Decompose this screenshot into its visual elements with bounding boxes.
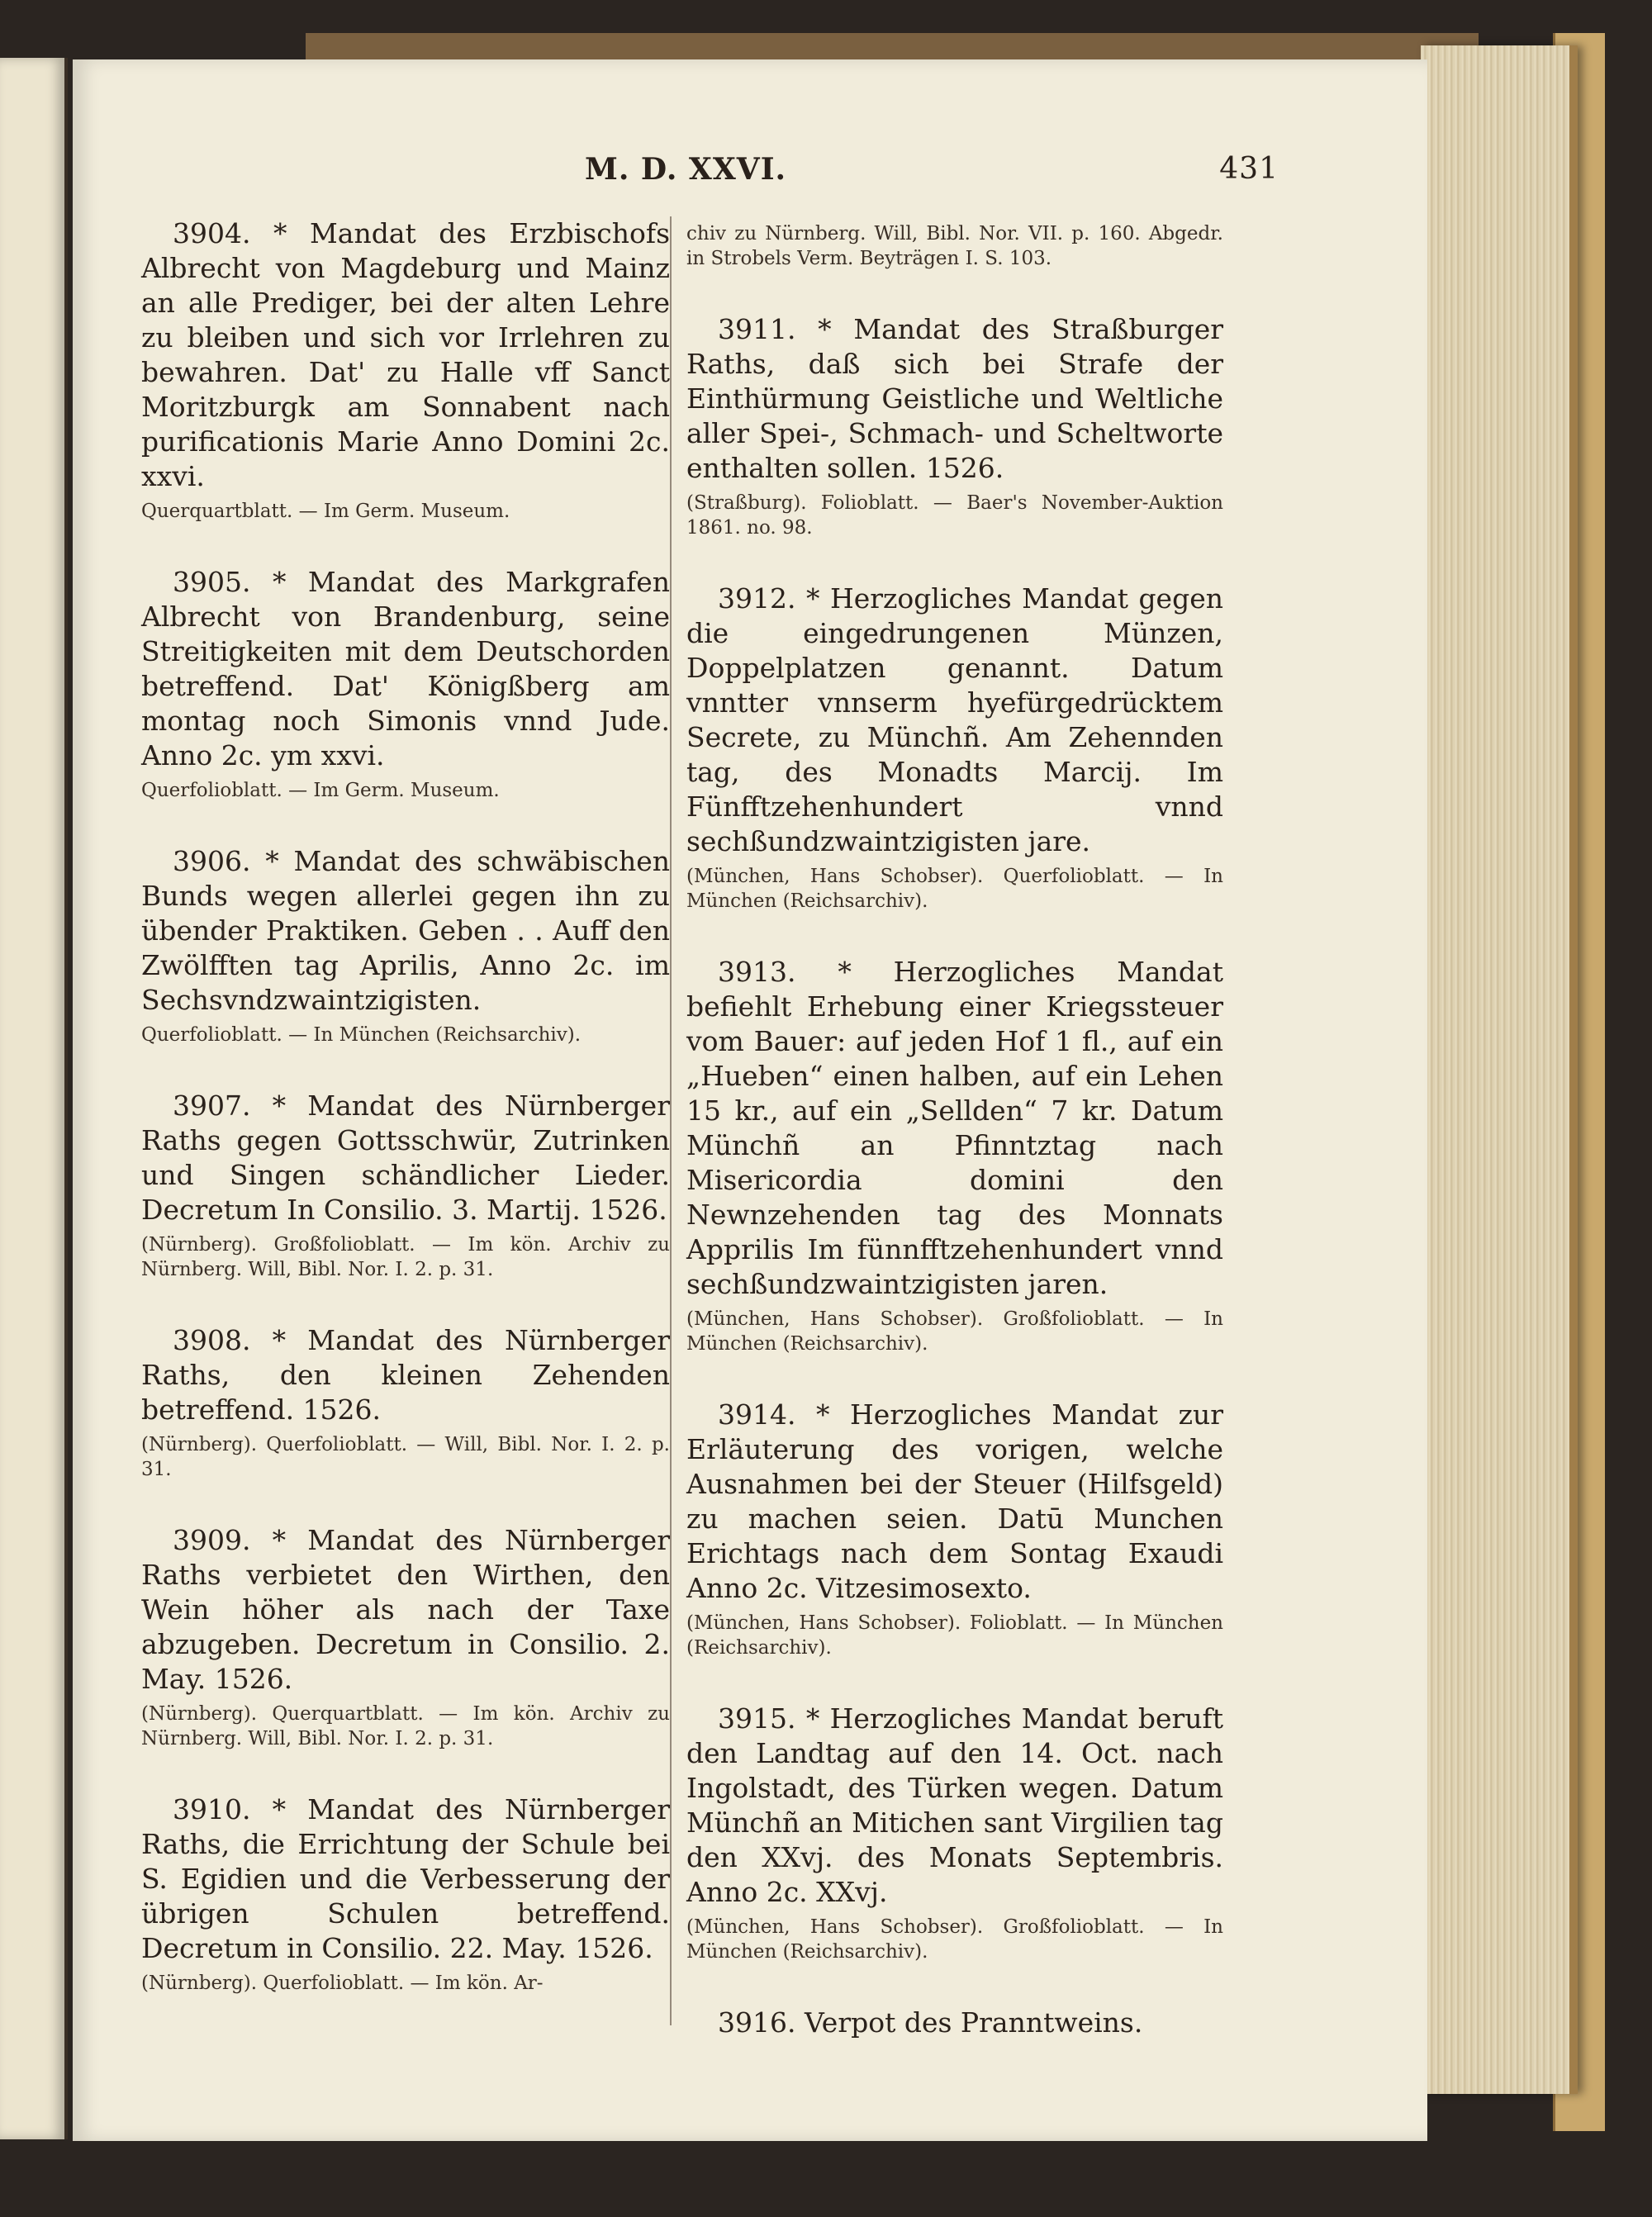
- entry-source: chiv zu Nürnberg. Will, Bibl. Nor. VII. p. 160. Abgedr. in Strobels Verm. Beyträgen I. S. 103.: [686, 223, 1223, 269]
- entry-number: 3914.: [718, 1398, 796, 1431]
- page-number: 431: [1219, 152, 1279, 186]
- entry-3915: [686, 1702, 1223, 1964]
- book-page: [73, 59, 1427, 2141]
- entry-3913: [686, 955, 1223, 1356]
- entry-source: (München, Hans Schobser). Querfolioblatt. — In München (Reichsarchiv).: [686, 866, 1223, 912]
- facing-page-edge: [0, 58, 68, 2139]
- entry-source: (Nürnberg). Querquartblatt. — Im kön. Archiv zu Nürnberg. Will, Bibl. Nor. I. 2. p. 31.: [141, 1703, 670, 1749]
- entry-source: Querfolioblatt. — In München (Reichsarchiv).: [141, 1024, 582, 1046]
- book-top-edge: [306, 33, 1479, 59]
- entry-text: * Herzogliches Mandat zur Erläuterung des vorigen, welche Ausnahmen bei der Steuer (Hilfsgeld) zu machen seien. Datū Munchen Erichtags nach dem Sontag Exaudi Anno 2c. Vitzesimosexto.: [686, 1398, 1223, 1604]
- entry-text: * Mandat des Erzbischofs Albrecht von Magdeburg und Mainz an alle Prediger, bei der alten Lehre zu bleiben und sich vor Irrlehren zu bewahren. Dat' zu Halle vff Sanct Moritzburgk am Sonnabent nach purificationis Marie Anno Domini 2c. xxvi.: [141, 217, 670, 492]
- left-column: [141, 216, 670, 2037]
- entry-3909: [141, 1523, 670, 1751]
- entry-3912: [686, 582, 1223, 914]
- entry-text: * Mandat des Nürnberger Raths, die Errichtung der Schule bei S. Egidien und die Verbesserung der übrigen Schulen betreffend. Decretum in Consilio. 22. May. 1526.: [141, 1793, 670, 1964]
- entry-source: Querquartblatt. — Im Germ. Museum.: [141, 501, 510, 522]
- entry-number: 3910.: [173, 1793, 251, 1825]
- entry-text: * Mandat des Nürnberger Raths verbietet den Wirthen, den Wein höher als nach der Taxe abzugeben. Decretum in Consilio. 2. May. 1526.: [141, 1524, 670, 1695]
- entry-number: 3915.: [718, 1702, 796, 1735]
- entry-text: Verpot des Pranntweins.: [804, 2006, 1143, 2039]
- entry-source: (München, Hans Schobser). Großfolioblatt. — In München (Reichsarchiv).: [686, 1308, 1223, 1355]
- entry-number: 3911.: [718, 313, 796, 345]
- entry-3910-continued: [686, 221, 1223, 271]
- entry-3910: [141, 1792, 670, 1996]
- entry-3914: [686, 1398, 1223, 1660]
- entry-source: (Nürnberg). Großfolioblatt. — Im kön. Archiv zu Nürnberg. Will, Bibl. Nor. I. 2. p. 31.: [141, 1234, 670, 1280]
- entry-source: (Nürnberg). Querfolioblatt. — Im kön. Ar-: [141, 1973, 544, 1994]
- entry-text: * Mandat des Nürnberger Raths, den kleinen Zehenden betreffend. 1526.: [141, 1324, 670, 1426]
- entry-text: * Herzogliches Mandat beruft den Landtag auf den 14. Oct. nach Ingolstadt, des Türken wegen. Datum Münchñ an Mitichen sant Virgilien tag den XXvj. des Monats Septembris. Anno 2c. XXvj.: [686, 1702, 1223, 1908]
- entry-text: * Mandat des Markgrafen Albrecht von Brandenburg, seine Streitigkeiten mit dem Deutschorden betreffend. Dat' Königßberg am montag noch Simonis vnnd Jude. Anno 2c. ym xxvi.: [141, 566, 670, 771]
- entry-3908: [141, 1323, 670, 1482]
- entry-source: Querfolioblatt. — Im Germ. Museum.: [141, 780, 500, 801]
- entry-3905: [141, 565, 670, 803]
- entry-text: * Mandat des Nürnberger Raths gegen Gottsschwür, Zutrinken und Singen schändlicher Lieder. Decretum In Consilio. 3. Martij. 1526.: [141, 1090, 670, 1226]
- right-column: [686, 216, 1223, 2082]
- entry-number: 3916.: [718, 2006, 796, 2039]
- entry-number: 3906.: [173, 845, 251, 877]
- entry-source: (München, Hans Schobser). Großfolioblatt. — In München (Reichsarchiv).: [686, 1916, 1223, 1963]
- entry-number: 3908.: [173, 1324, 251, 1356]
- page-fore-edge: [1421, 45, 1578, 2094]
- entry-text: * Mandat des Straßburger Raths, daß sich bei Strafe der Einthürmung Geistliche und Weltliche aller Spei-, Schmach- und Scheltworte enthalten sollen. 1526.: [686, 313, 1223, 484]
- entry-number: 3907.: [173, 1090, 251, 1122]
- entry-text: * Herzogliches Mandat gegen die eingedrungenen Münzen, Doppelplatzen genannt. Datum vnntter vnnserm hyefürgedrücktem Secrete, zu Münchñ. Am Zehennden tag, des Monadts Marcij. Im Fünfftzehenhundert vnnd sechßundzwaintzigisten jare.: [686, 582, 1223, 857]
- column-divider: [670, 216, 672, 2025]
- entry-text: * Herzogliches Mandat befiehlt Erhebung einer Kriegssteuer vom Bauer: auf jeden Hof 1 fl., auf ein „Hueben“ einen halben, auf ein Lehen 15 kr., auf ein „Sellden“ 7 kr. Datum Münchñ an Pfinntztag nach Misericordia domini den Newnzehenden tag des Monnats Apprilis Im fünnfftzehenhundert vnnd sechßundzwaintzigisten jaren.: [686, 956, 1223, 1300]
- entry-text: * Mandat des schwäbischen Bunds wegen allerlei gegen ihn zu übender Praktiken. Geben . . Auff den Zwölfften tag Aprilis, Anno 2c. im Sechsvndzwaintzigisten.: [141, 845, 670, 1016]
- entry-number: 3904.: [173, 217, 251, 249]
- entry-source: (Straßburg). Folioblatt. — Baer's November-Auktion 1861. no. 98.: [686, 492, 1223, 539]
- entry-number: 3905.: [173, 566, 251, 598]
- entry-3916: [686, 2006, 1223, 2040]
- entry-number: 3909.: [173, 1524, 251, 1556]
- entry-number: 3913.: [718, 956, 796, 988]
- running-head-title: M. D. XXVI.: [585, 152, 787, 187]
- entry-source: (München, Hans Schobser). Folioblatt. — In München (Reichsarchiv).: [686, 1612, 1223, 1659]
- entry-source: (Nürnberg). Querfolioblatt. — Will, Bibl. Nor. I. 2. p. 31.: [141, 1434, 670, 1480]
- entry-3911: [686, 312, 1223, 540]
- entry-3906: [141, 844, 670, 1047]
- entry-3904: [141, 216, 670, 524]
- entry-number: 3912.: [718, 582, 796, 615]
- entry-3907: [141, 1089, 670, 1282]
